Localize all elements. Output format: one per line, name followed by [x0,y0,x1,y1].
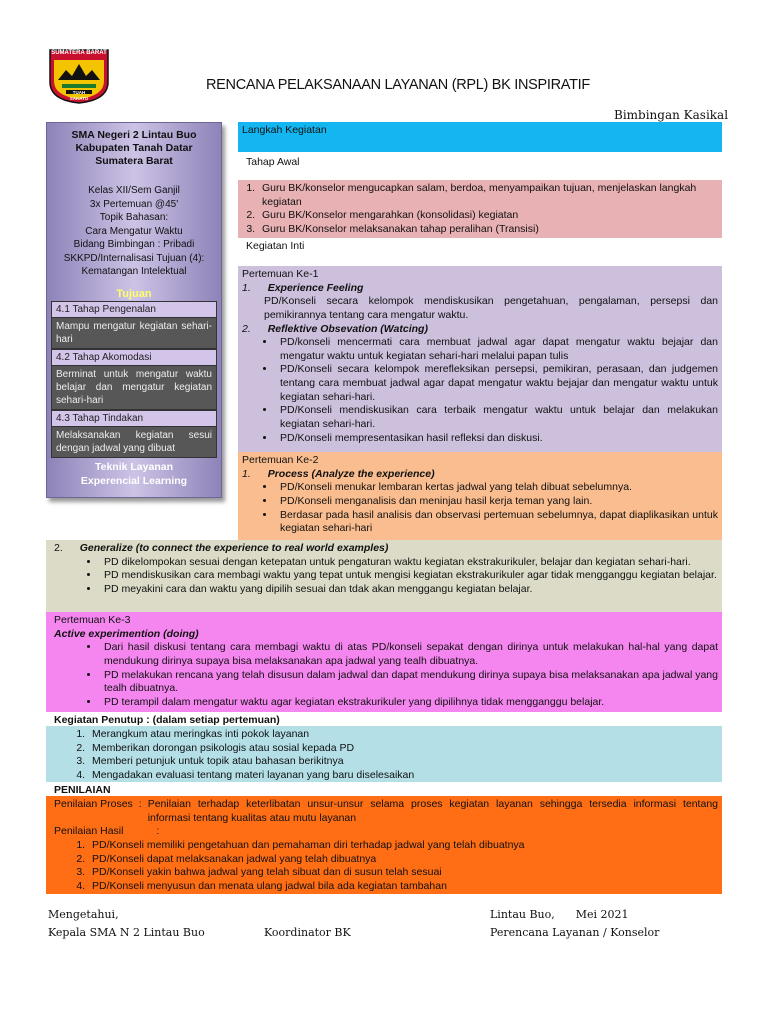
list-item: 2. Guru BK/Konselor mengarahkan (konsolidasi) kegiatan [258,209,718,223]
list-item: 3. PD/Konseli yakin bahwa jadwal yang telah sibuat dan di susun telah sesuai [88,866,718,880]
info-line: Topik Bahasan: [99,212,169,224]
list-item: 2. Memberikan dorongan psikologis atau sosial kepada PD [88,742,718,756]
list-item: • PD melakukan rencana yang telah disusun dalam jadwal dan dapat mendukung dirinya supaya bisa melaksanakan apa jadwal yang tealh dibuatnya. [100,669,718,696]
kepala-sekolah-label: Kepala SMA N 2 Lintau Buo [48,926,205,939]
sub-number: 1. [242,281,251,294]
koordinator-label: Koordinator BK [264,926,351,939]
generalize-section [46,540,722,612]
sub-number: 2. [242,322,251,335]
stage-body: Mampu mengatur kegiatan sehari-hari [51,318,217,349]
penilaian-heading: PENILAIAN [54,784,111,796]
penilaian-proses-text: Penilaian terhadap keterlibatan unsur-unsur selama proses kegiatan layanan sehingga tersedia informasi tentang informasi tentang kualitas atau mutu layanan [147,798,718,824]
regency-name: Kabupaten Tanah Datar [75,142,193,155]
penilaian-proses-label: Penilaian Proses [54,798,133,810]
penilaian-section: Penilaian Proses : Penilaian terhadap keterlibatan unsur-unsur selama proses kegiatan layanan sehingga tersedia informasi tentang informasi tentang kualitas atau mutu layanan Penilaian Hasil : 1. PD/Konseli memiliki pengetahuan dan pemahaman diri terhadap jadwal yang telah dibuatnya 2. PD/Konseli dapat melaksanakan jadwal yang telah dibuatnya 3. PD/Konseli yakin bahwa jadwal yang telah sibuat dan di susun telah sesuai 4. PD/Konseli menyusun dan menata ulang jadwal bila ada kegiatan tambahan [46,796,722,894]
penutup-section [46,726,722,782]
stage-title: 4.2 Tahap Akomodasi [51,349,217,366]
list-item: • PD/Konseli menukar lembaran kertas jadwal yang telah dibuat sebelumnya. [276,481,718,495]
tujuan-heading: Tujuan [116,287,152,300]
active-experimention-title: Active experimention (doing) [54,627,199,640]
info-line: Bidang Bimbingan : Pribadi [73,239,195,251]
teknik-value: Experencial Learning [80,474,188,487]
list-item: • PD/Konseli mendiskusikan cara terbaik mengatur waktu untuk belajar dan melakukan kegiatan sehari-hari. [276,404,718,431]
sub-number: 2. [54,542,63,554]
list-item: 1. PD/Konseli memiliki pengetahuan dan pemahaman diri terhadap jadwal yang telah dibuatnya [88,839,718,853]
teknik-label: Teknik Layanan [94,461,173,474]
tahap-awal-list [242,182,718,237]
experience-feeling-title: Experience Feeling [267,281,364,294]
penilaian-proses-row: Penilaian Proses : Penilaian terhadap keterlibatan unsur-unsur selama proses kegiatan layanan sehingga tersedia informasi tentang informasi tentang kualitas atau mutu layanan [54,798,718,824]
logo-top-text: SUMATERA BARAT [51,50,107,56]
list-item: • PD/konseli mencermati cara membuat jadwal agar dapat mengatur waktu bejajar dan mengatur waktu untuk kegiatan sehari-hari melalui papan tulis [276,336,718,363]
province-logo [48,48,110,104]
school-name: SMA Negeri 2 Lintau Buo [71,129,197,141]
langkah-kegiatan-header [238,122,722,152]
kegiatan-inti-heading: Kegiatan Inti [246,240,305,252]
pertemuan-3-section [46,612,722,712]
penilaian-hasil-label: Penilaian Hasil [54,825,124,838]
tahap-awal-heading: Tahap Awal [246,156,300,168]
stage-title: 4.1 Tahap Pengenalan [51,301,217,318]
generalize-list [50,556,718,597]
list-item: 3. Memberi petunjuk untuk topik atau bahasan berikitnya [88,755,718,769]
list-item: • Dari hasil diskusi tentang cara membagi waktu di atas PD/konseli sepakat dengan dirinya untuk melakukan hal-hal yang dapat mendukung dirinya supaya bisa melaksanakan apa jadwal yang tealh dibuatnya. [100,641,718,668]
info-line: 3x Pertemuan @45' [89,198,179,210]
sub-number: 1. [242,467,251,480]
pertemuan-2-section [238,452,722,540]
process-list [242,481,718,536]
list-item: 1. Merangkum atau meringkas inti pokok layanan [88,728,718,742]
list-item: 4. PD/Konseli menyusun dan menata ulang jadwal bila ada kegiatan tambahan [88,880,718,894]
mengetahui-label: Mengetahui, [48,908,119,921]
list-item: • PD/Konseli mempresentasikan hasil refleksi dan diskusi. [276,432,718,446]
stage-body: Berminat untuk mengatur waktu belajar dan mengatur kegiatan sehari-hari [51,366,217,410]
penutup-heading: Kegiatan Penutup : (dalam setiap pertemuan) [54,714,280,726]
list-item: 4. Mengadakan evaluasi tentang materi layanan yang baru diselesaikan [88,769,718,783]
stage-body: Melaksanakan kegiatan sesui dengan jadwal yang dibuat [51,427,217,458]
langkah-heading: Langkah Kegiatan [242,124,327,136]
list-item: • PD/Konseli secara kelompok merefleksikan persepsi, pemikiran, perasaan, dan judgemen tentang cara membuat jadwal agar dapat mengatur waktu bejajar dan mengatur waktu untuk kegiatan sehari-hari. [276,363,718,404]
logo-bottom-text: TUAH SAKATO [69,90,89,101]
penilaian-hasil-list [50,839,718,894]
list-item: 1. Guru BK/konselor mengucapkan salam, berdoa, menyampaikan tujuan, menjelaskan langkah kegiatan [258,182,718,209]
perencana-label: Perencana Layanan / Konselor [490,926,660,939]
experience-feeling-text: PD/Konseli secara kelompok mendiskusikan pengetahuan, pengalaman, persepsi dan pemikirannya tentang cara mengatur waktu. [264,295,718,321]
list-item: • PD dikelompokan sesuai dengan ketepatan untuk pengaturan waktu kegiatan ekstrakurikuler, belajar dan kegiatan sehari-hari. [100,556,718,570]
info-line: SKKPD/Internalisasi Tujuan (4): [63,252,205,264]
list-item: 3. Guru BK/Konselor melaksanakan tahap peralihan (Transisi) [258,223,718,237]
tahap-awal-section [238,180,722,238]
active-experimention-list [50,641,718,709]
place-date: Lintau Buo, Mei 2021 [490,908,629,921]
list-item: • PD meyakini cara dan waktu yang dipilih sesuai dan tdak akan menggangu kegiatan belajar. [100,583,718,597]
list-item: • PD mendiskusikan cara membagi waktu yang tepat untuk mengisi kegiatan ekstrakurikuler agar tidak mengganggu kegiatan belajar. [100,569,718,583]
stage-list [47,301,221,458]
list-item: • Berdasar pada hasil analisis dan observasi pertemuan sebelumnya, dapat diaplikasikan untuk kegiatan sehari-hari [276,509,718,536]
document-title: RENCANA PELAKSANAAN LAYANAN (RPL) BK INSPIRATIF [206,77,590,93]
list-item: • PD/Konseli menganalisis dan meninjau hasil kerja teman yang lain. [276,495,718,509]
province-name: Sumatera Barat [95,155,173,168]
list-item: • PD terampil dalam mengatur waktu agar kegiatan ekstrakurikuler yang dipilihnya tidak mengganggu belajar. [100,696,718,710]
document-subtitle: Bimbingan Kasikal [614,108,729,122]
reflective-observation-list [242,336,718,445]
pertemuan-1-section [238,266,722,452]
reflective-observation-title: Reflektive Obsevation (Watcing) [267,322,428,335]
info-line: Cara Mengatur Waktu [85,225,183,237]
pertemuan-2-heading: Pertemuan Ke-2 [242,454,319,466]
generalize-title: Generalize (to connect the experience to real world examples) [79,542,389,554]
penutup-list [50,728,718,783]
stage-title: 4.3 Tahap Tindakan [51,410,217,427]
pertemuan-1-heading: Pertemuan Ke-1 [242,268,319,280]
left-info-panel [46,122,222,498]
info-line: Kematangan Intelektual [81,266,187,278]
process-title: Process (Analyze the experience) [267,467,435,480]
list-item: 2. PD/Konseli dapat melaksanakan jadwal yang telah dibuatnya [88,853,718,867]
pertemuan-3-heading: Pertemuan Ke-3 [54,614,131,626]
info-line: Kelas XII/Sem Ganjil [88,185,180,197]
